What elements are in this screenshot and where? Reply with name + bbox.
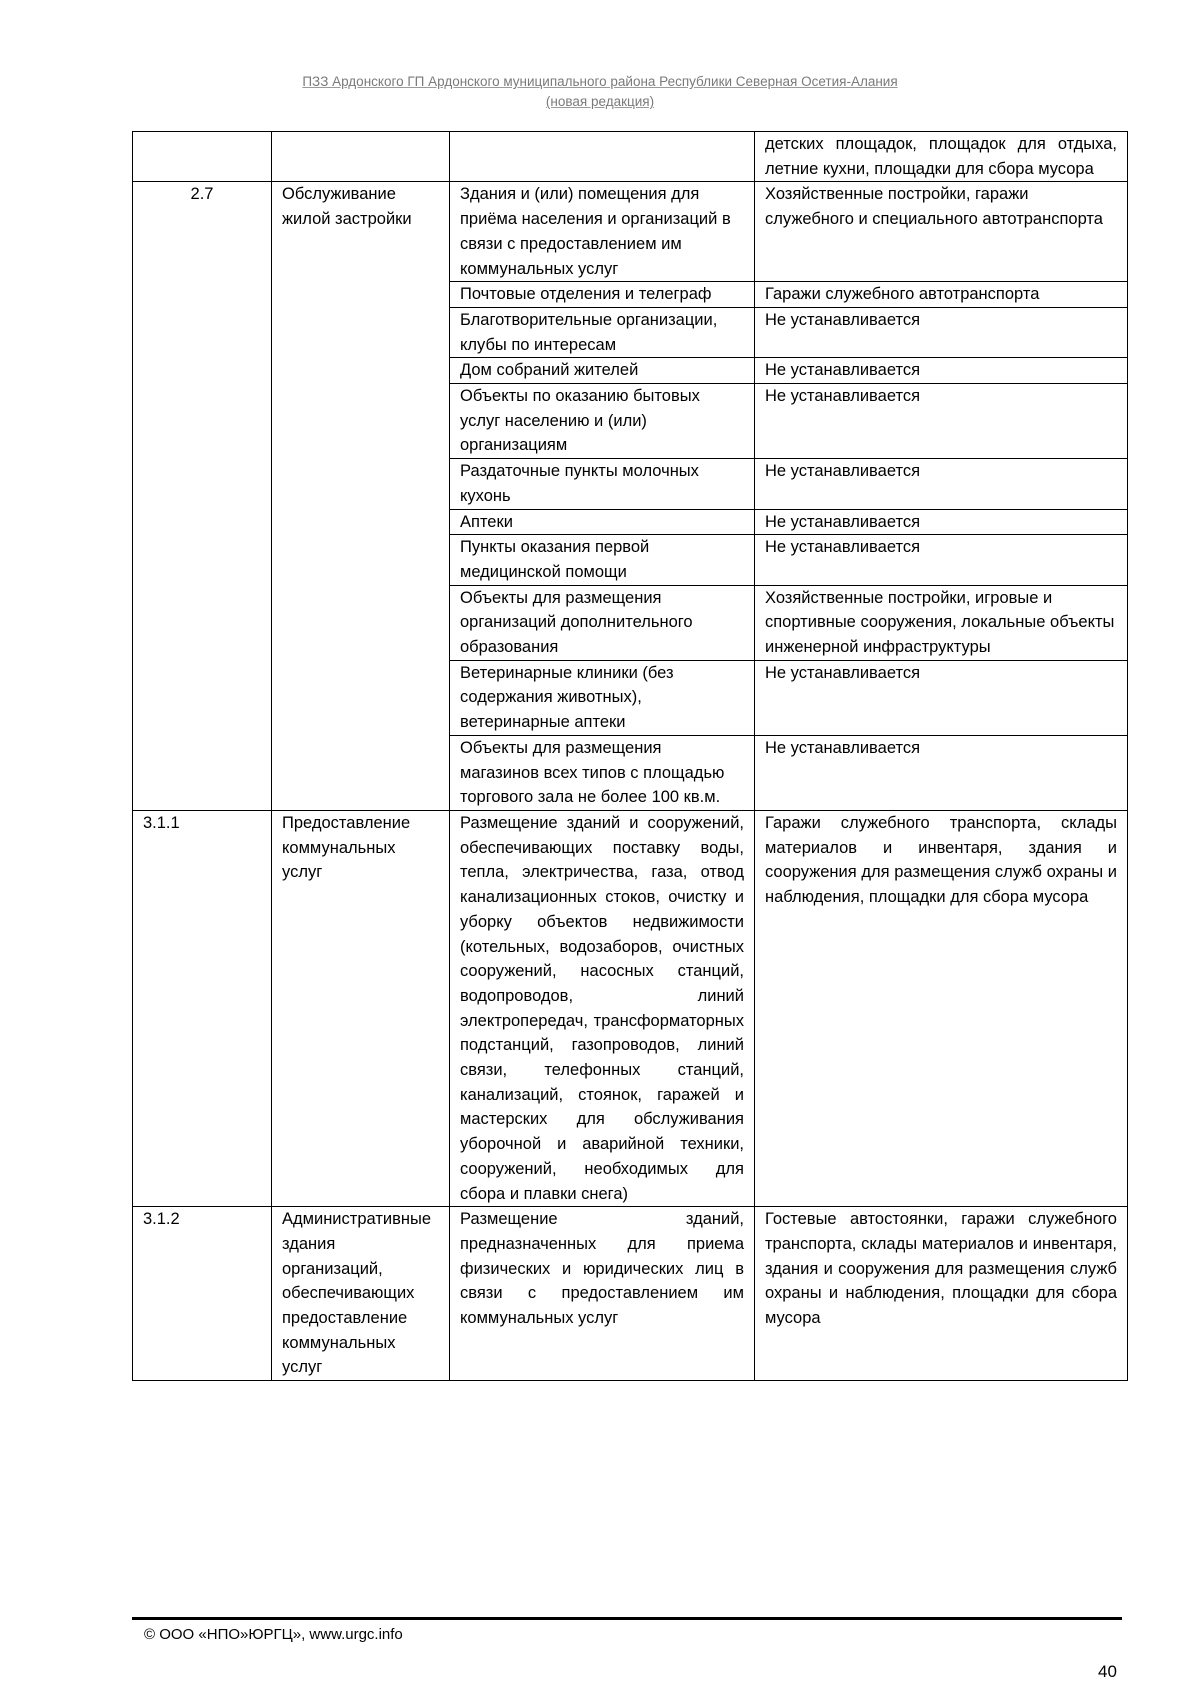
table-cell-main: Почтовые отделения и телеграф — [450, 282, 755, 308]
table-cell-main: Благотворительные организации, клубы по интересам — [450, 307, 755, 357]
table-row — [133, 1207, 1128, 1381]
footer-divider — [132, 1617, 1122, 1620]
table-cell-main: Пункты оказания первой медицинской помощи — [450, 535, 755, 585]
table-cell-main: Аптеки — [450, 509, 755, 535]
footer-copyright: © ООО «НПО»ЮРГЦ», www.urgc.info — [144, 1626, 403, 1643]
table-cell-main: Раздаточные пункты молочных кухонь — [450, 459, 755, 509]
table-cell-main: Объекты для размещения магазинов всех типов с площадью торгового зала не более 100 кв.м. — [450, 735, 755, 810]
zoning-table — [132, 131, 1128, 1381]
table-cell-aux: Не устанавливается — [755, 459, 1128, 509]
page-header — [0, 72, 1200, 112]
table-cell-aux: Не устанавливается — [755, 307, 1128, 357]
table-row — [133, 810, 1128, 1206]
table-cell-aux: Хозяйственные постройки, игровые и спортивные сооружения, локальные объекты инженерной инфраструктуры — [755, 585, 1128, 660]
table-cell — [272, 132, 450, 182]
table-cell-main: Ветеринарные клиники (без содержания животных), ветеринарные аптеки — [450, 660, 755, 735]
table-cell-aux: Не устанавливается — [755, 535, 1128, 585]
table-cell-aux: Не устанавливается — [755, 384, 1128, 459]
table-cell-aux: Хозяйственные постройки, гаражи служебного и специального автотранспорта — [755, 182, 1128, 282]
code-cell: 3.1.1 — [133, 810, 272, 1206]
header-title: ПЗЗ Ардонского ГП Ардонского муниципального района Республики Северная Осетия-Алания — [302, 74, 898, 89]
code-cell: 3.1.2 — [133, 1207, 272, 1381]
table-cell-aux: Не устанавливается — [755, 509, 1128, 535]
table-row — [133, 132, 1128, 182]
table-cell-aux: Не устанавливается — [755, 358, 1128, 384]
table-cell-aux: Гаражи служебного автотранспорта — [755, 282, 1128, 308]
table-cell-aux: Гаражи служебного транспорта, склады материалов и инвентаря, здания и сооружения для размещения служб охраны и наблюдения, площадки для сбора мусора — [755, 810, 1128, 1206]
table-row — [133, 182, 1128, 282]
page-number: 40 — [1098, 1662, 1117, 1681]
name-cell: Обслуживание жилой застройки — [272, 182, 450, 811]
table-cell-main: Размещение зданий и сооружений, обеспечивающих поставку воды, тепла, электричества, газа, отвод канализационных стоков, очистку и уборку объектов недвижимости (котельных, водозаборов, очистных сооружений, насосных станций, водопроводов, линий электропередач, трансформаторных подстанций, газопроводов, линий связи, телефонных станций, канализаций, стоянок, гаражей и мастерских для обслуживания уборочной и аварийной техники, сооружений, необходимых для сбора и плавки снега) — [450, 810, 755, 1206]
table-cell-aux: Гостевые автостоянки, гаражи служебного транспорта, склады материалов и инвентаря, здания и сооружения для размещения служб охраны и наблюдения, площадки для сбора мусора — [755, 1207, 1128, 1381]
table-cell-main: Объекты для размещения организаций дополнительного образования — [450, 585, 755, 660]
code-cell: 2.7 — [133, 182, 272, 811]
name-cell: Административные здания организаций, обеспечивающих предоставление коммунальных услуг — [272, 1207, 450, 1381]
table-cell-aux: Не устанавливается — [755, 660, 1128, 735]
table-cell-main: Размещение зданий, предназначенных для приема физических и юридических лиц в связи с предоставлением им коммунальных услуг — [450, 1207, 755, 1381]
table-cell-main: Дом собраний жителей — [450, 358, 755, 384]
table-cell-main: Объекты по оказанию бытовых услуг населению и (или) организациям — [450, 384, 755, 459]
table-cell-aux: Не устанавливается — [755, 735, 1128, 810]
table-cell-main: Здания и (или) помещения для приёма населения и организаций в связи с предоставлением им коммунальных услуг — [450, 182, 755, 282]
header-subtitle: (новая редакция) — [545, 94, 655, 109]
name-cell: Предоставление коммунальных услуг — [272, 810, 450, 1206]
table-cell — [450, 132, 755, 182]
table-cell — [133, 132, 272, 182]
table-cell-aux: детских площадок, площадок для отдыха, летние кухни, площадки для сбора мусора — [755, 132, 1128, 182]
